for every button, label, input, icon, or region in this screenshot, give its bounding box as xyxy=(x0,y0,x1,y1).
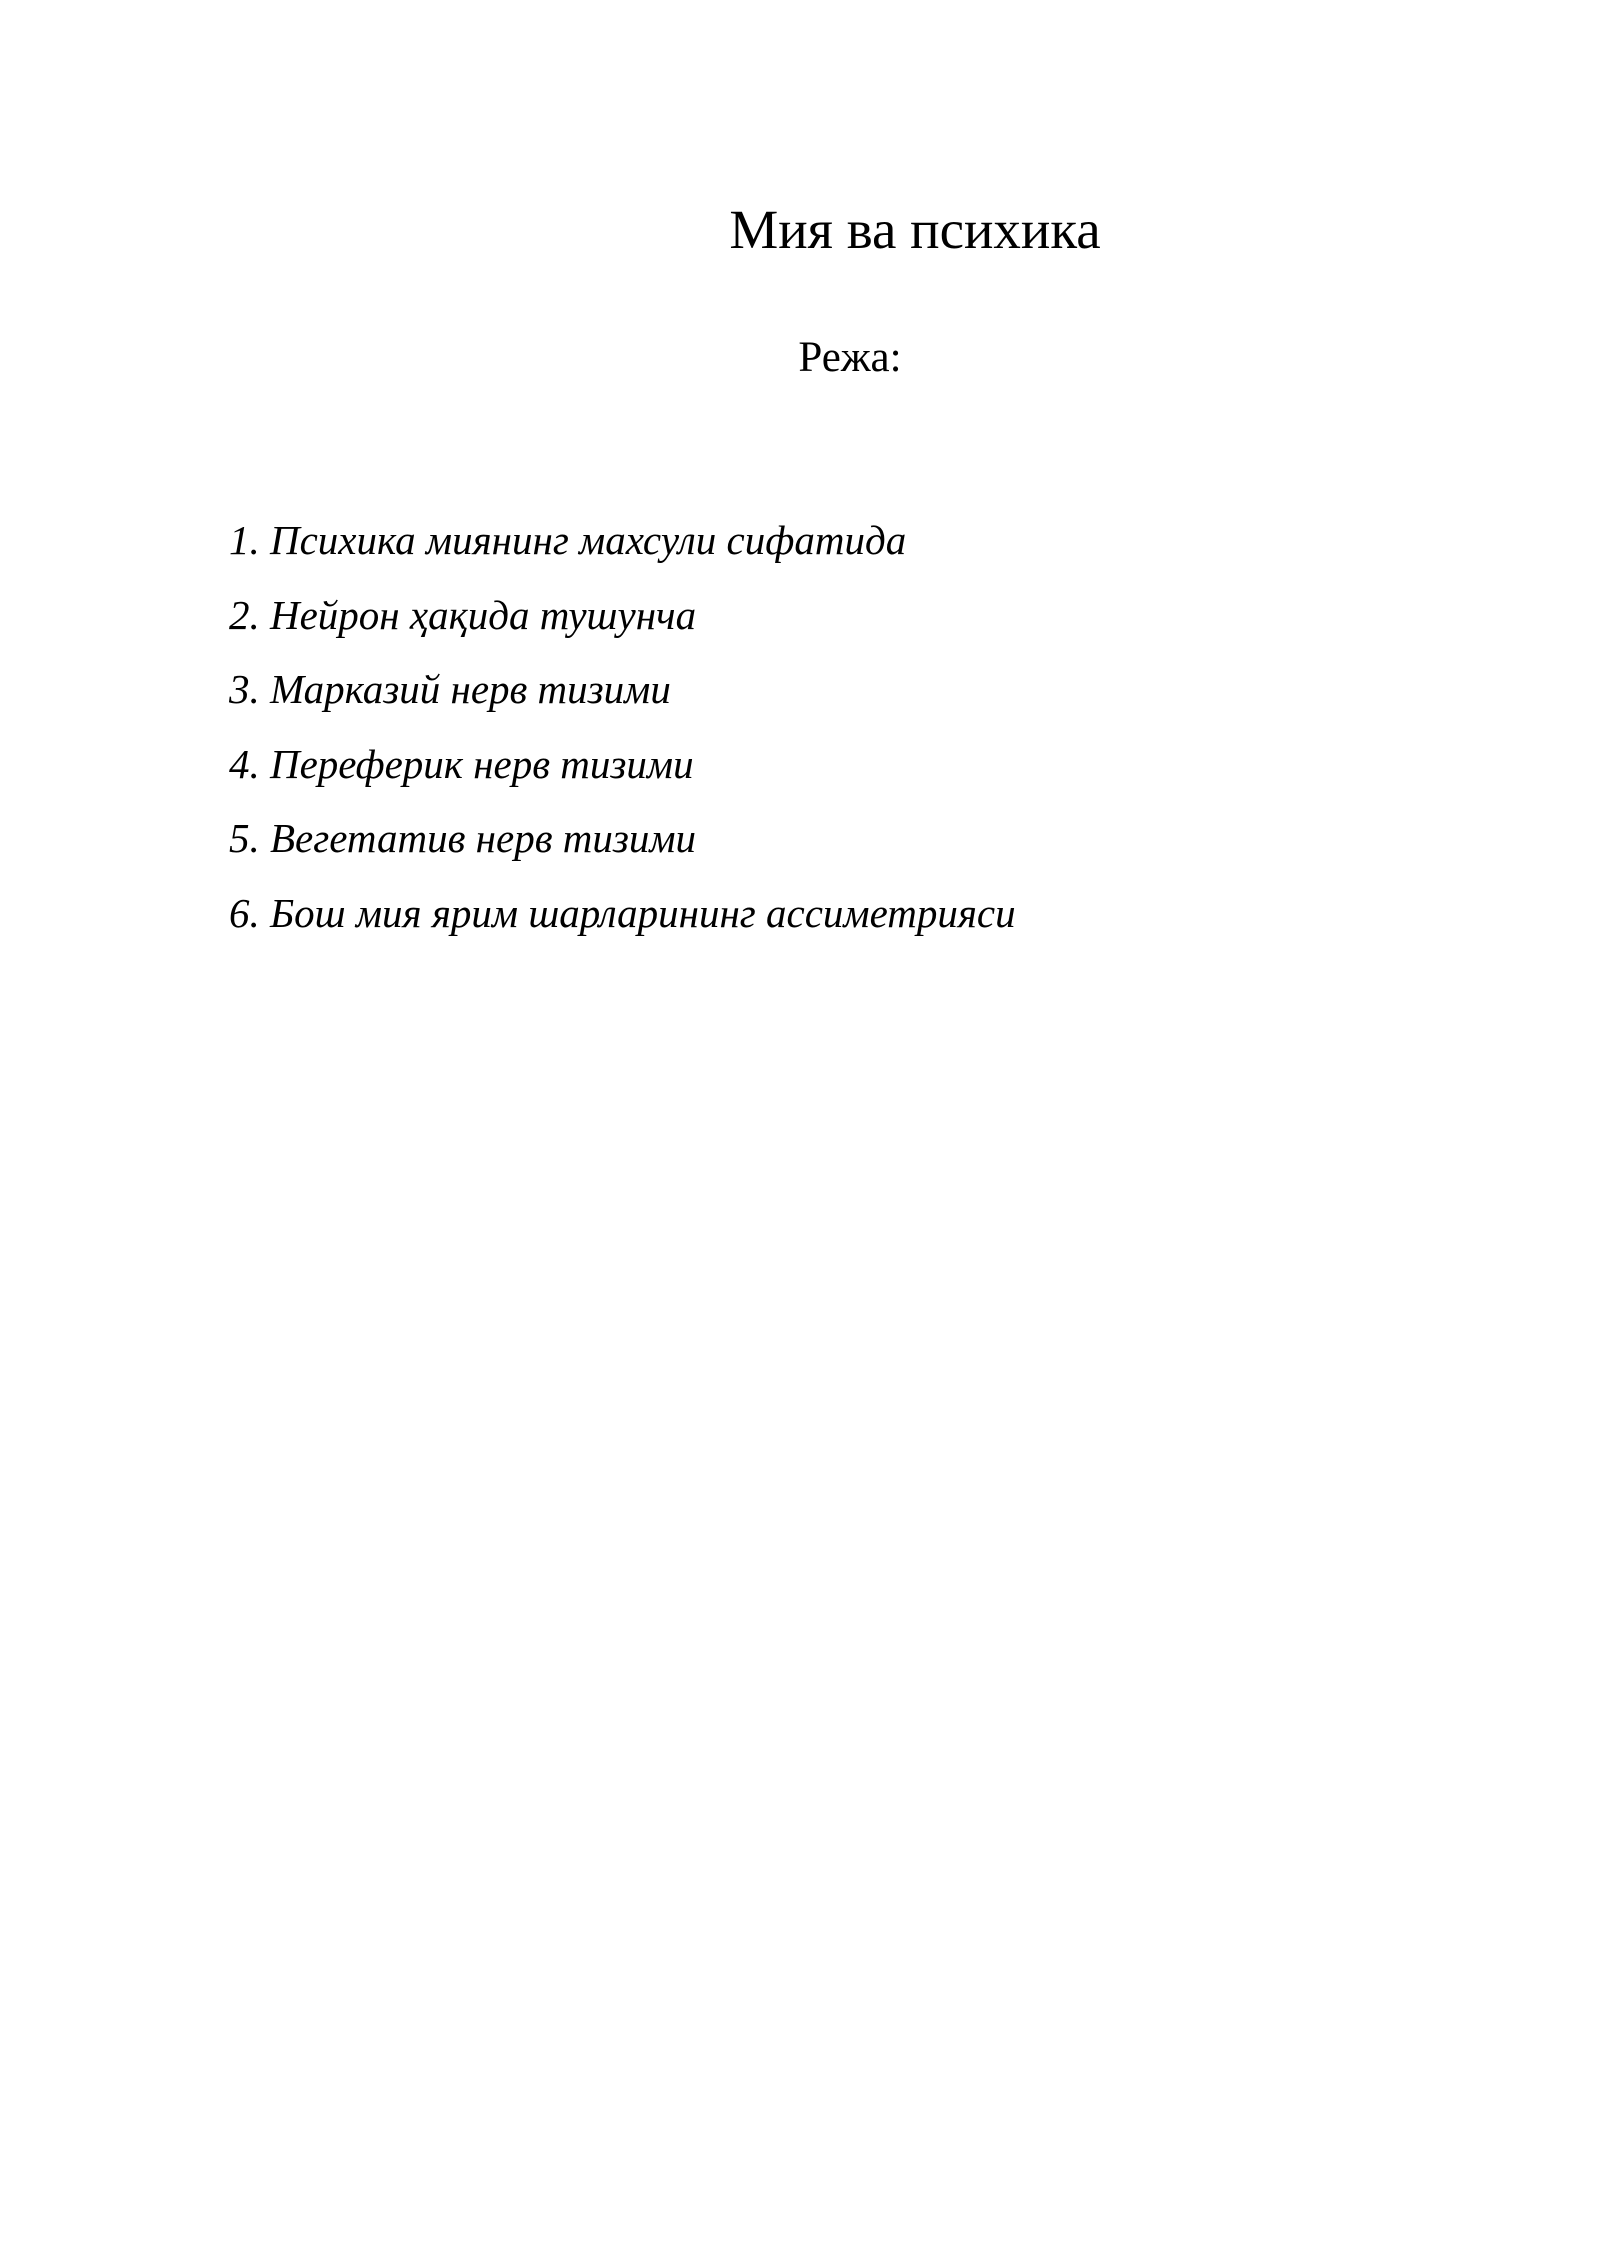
plan-item-3 xyxy=(229,664,1016,739)
plan-item-5 xyxy=(229,813,1016,888)
plan-item-number: 1. xyxy=(229,517,260,563)
plan-item-number: 4. xyxy=(229,740,260,787)
plan-heading: Режа: xyxy=(798,334,902,381)
plan-item-text: Вегетатив нерв тизими xyxy=(270,815,697,861)
plan-item-text: Нейрон ҳақида тушунча xyxy=(270,591,697,638)
plan-item-text: Марказий нерв тизими xyxy=(270,666,671,712)
plan-item-text: Психика миянинг махсули сифатида xyxy=(270,517,907,563)
plan-item-text: Бош мия ярим шарларининг ассиметрияси xyxy=(270,889,1016,936)
plan-item-number: 6. xyxy=(229,889,260,936)
plan-item-1 xyxy=(229,515,1016,590)
plan-list xyxy=(229,515,1016,962)
plan-item-2 xyxy=(229,590,1016,665)
plan-item-text: Переферик нерв тизими xyxy=(270,740,694,787)
plan-item-number: 3. xyxy=(229,666,260,712)
plan-item-6 xyxy=(229,888,1016,963)
plan-item-4 xyxy=(229,739,1016,814)
plan-item-number: 2. xyxy=(229,591,260,638)
page-title: Мия ва психика xyxy=(729,199,1101,260)
plan-item-number: 5. xyxy=(229,815,260,861)
